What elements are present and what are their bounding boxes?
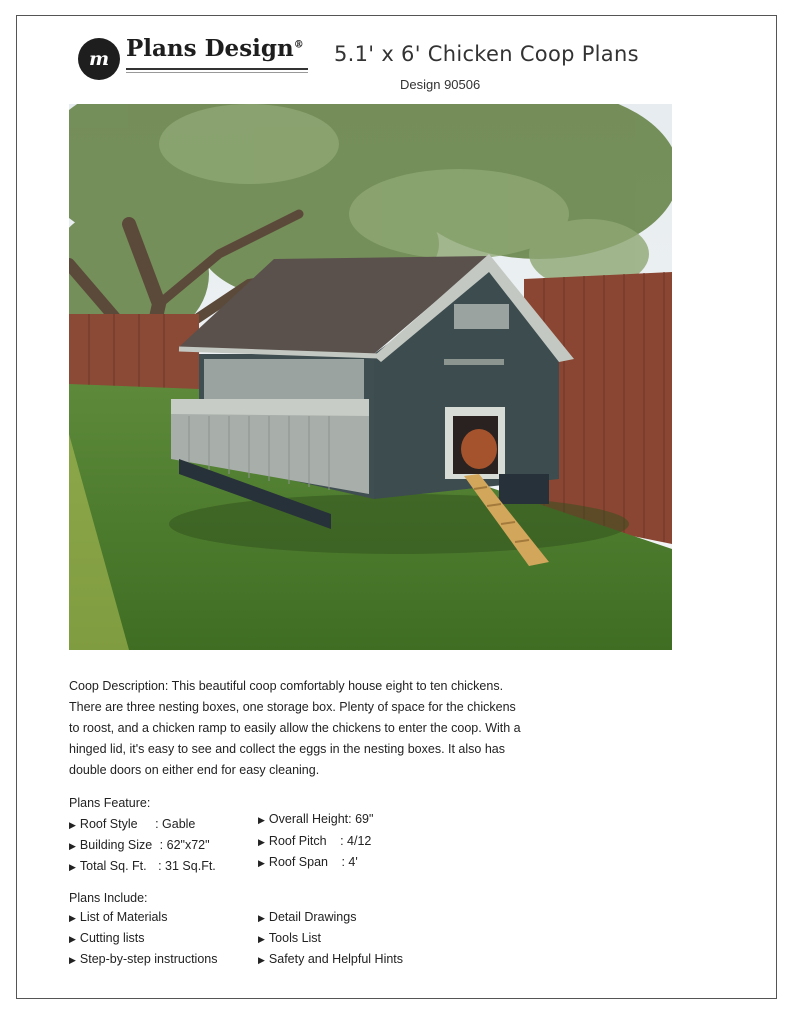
- plans-feature-heading: Plans Feature:: [69, 796, 151, 810]
- include-label: Cutting lists: [79, 931, 145, 945]
- feature-value: : 4/12: [340, 834, 372, 848]
- feature-value: : Gable: [155, 817, 196, 831]
- design-number: Design 90506: [400, 77, 481, 92]
- brand-logo: [78, 35, 308, 85]
- include-item: [258, 910, 356, 924]
- page-title: 5.1' x 6' Chicken Coop Plans: [334, 42, 639, 66]
- feature-roof-pitch: [258, 834, 371, 848]
- include-label: Step-by-step instructions: [79, 952, 218, 966]
- logo-underline-thin: [126, 72, 308, 73]
- bullet-icon: ▶: [69, 841, 76, 851]
- bullet-icon: ▶: [258, 815, 265, 825]
- feature-label: Roof Pitch: [268, 834, 327, 848]
- bullet-icon: ▶: [258, 955, 265, 965]
- bullet-icon: ▶: [69, 934, 76, 944]
- bullet-icon: ▶: [69, 955, 76, 965]
- feature-value: : 31 Sq.Ft.: [158, 859, 216, 873]
- include-label: Detail Drawings: [268, 910, 357, 924]
- feature-label: Roof Span: [268, 855, 328, 869]
- feature-label: Building Size: [79, 838, 153, 852]
- feature-total-sq-ft: [69, 859, 216, 873]
- registered-mark: ®: [293, 39, 304, 51]
- bullet-icon: ▶: [69, 820, 76, 830]
- description-text: This beautiful coop comfortably house eight to ten chickens. There are three nesting boxes, one storage box. Plenty of space for the chickens to roost, and a chicken ramp to easily allow the chickens to enter the coop. With a hinged lid, it's easy to see and collect the eggs in the nesting boxes. It also has double doors on either end for easy cleaning.: [69, 679, 521, 777]
- bullet-icon: ▶: [69, 862, 76, 872]
- feature-value: : 62"x72": [159, 838, 210, 852]
- bullet-icon: ▶: [258, 837, 265, 847]
- include-item: [258, 931, 321, 945]
- include-label: List of Materials: [79, 910, 168, 924]
- brand-name: [126, 35, 304, 62]
- include-label: Safety and Helpful Hints: [268, 952, 404, 966]
- feature-value: : 4': [341, 855, 358, 869]
- feature-roof-style: [69, 817, 195, 831]
- brand-name-text: Plans Design: [126, 35, 294, 62]
- description-label: Coop Description:: [69, 679, 169, 693]
- feature-label: Overall Height: 69": [268, 812, 374, 826]
- bullet-icon: ▶: [258, 913, 265, 923]
- include-item: [69, 910, 167, 924]
- plans-include-heading: Plans Include:: [69, 891, 148, 905]
- chicken-coop-photo: [69, 104, 672, 650]
- bullet-icon: ▶: [69, 913, 76, 923]
- feature-label: Total Sq. Ft.: [79, 859, 147, 873]
- feature-roof-span: [258, 855, 358, 869]
- bullet-icon: ▶: [258, 858, 265, 868]
- bullet-icon: ▶: [258, 934, 265, 944]
- coop-description: [69, 676, 529, 781]
- feature-overall-height: [258, 812, 373, 826]
- include-label: Tools List: [268, 931, 322, 945]
- logo-underline: [126, 68, 308, 70]
- logo-mark-icon: m: [78, 38, 120, 80]
- feature-label: Roof Style: [79, 817, 138, 831]
- include-item: [69, 952, 217, 966]
- feature-building-size: [69, 838, 210, 852]
- include-item: [69, 931, 145, 945]
- include-item: [258, 952, 403, 966]
